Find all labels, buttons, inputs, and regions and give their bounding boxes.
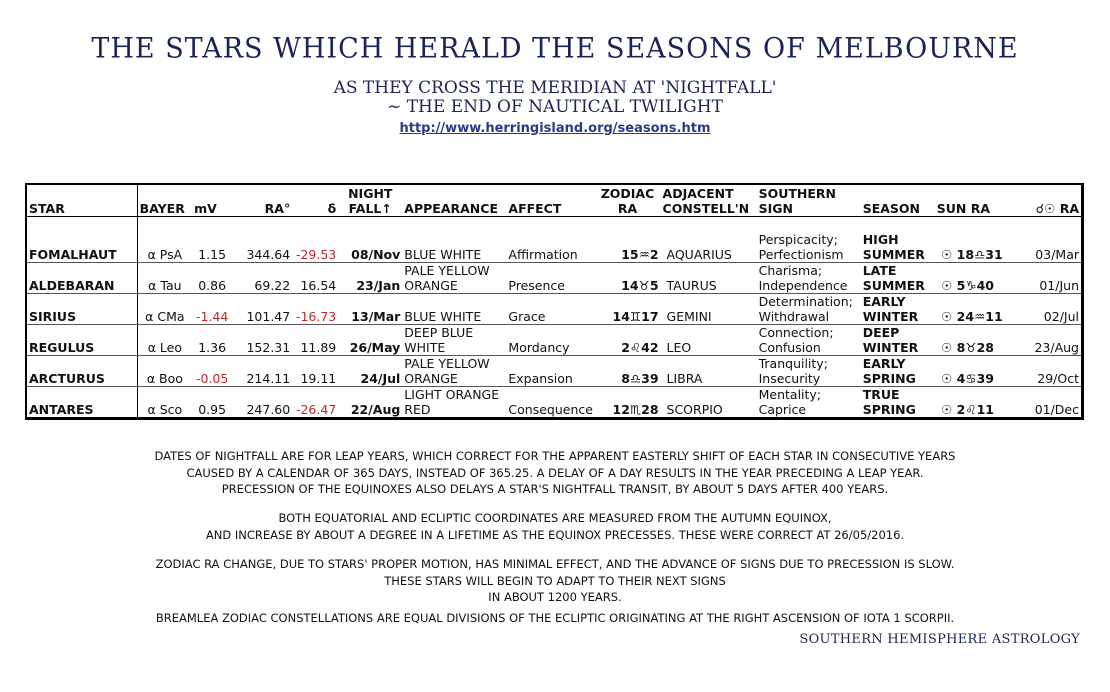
cell-appearance (402, 387, 506, 418)
cell-adjacent-text: TAURUS (666, 278, 717, 293)
cell-ra-text: 214.11 (246, 371, 291, 386)
table-row (27, 217, 1081, 263)
col-adjacent: ADJACENT CONSTELL'N (661, 185, 757, 217)
cell-zodiac-ra-text: 14♉5 (621, 278, 659, 293)
cell-sun-ra (935, 263, 1019, 294)
source-link[interactable]: http://www.herringisland.org/seasons.htm (399, 121, 711, 136)
cell-season-text: SUMMER (862, 247, 925, 262)
cell-affect (506, 325, 594, 356)
cell-adjacent-text: LEO (666, 340, 692, 355)
cell-season-text: LATE (862, 263, 897, 278)
cell-season-text: WINTER (862, 309, 919, 324)
cell-appearance-text: BLUE WHITE (404, 247, 482, 262)
cell-affect (506, 387, 594, 418)
cell-star-text: ANTARES (29, 402, 94, 417)
cell-sign-text: Connection; (758, 325, 834, 340)
cell-sign-text: Perspicacity; (758, 232, 838, 247)
cell-nightfall-text: 08/Nov (351, 247, 401, 262)
cell-sign-text: Caprice (758, 402, 807, 417)
col-sun-ra: SUN RA (935, 185, 1019, 217)
note-line: CAUSED BY A CALENDAR OF 365 DAYS, INSTEAD OF 365.25. A DELAY OF A DAY RESULTS IN THE YEAR PRECEDING A LEAP YEAR. (186, 465, 924, 480)
cell-dec (292, 294, 338, 325)
cell-dec (292, 217, 338, 263)
cell-season (861, 325, 935, 356)
cell-sun-ra-text: ☉ 4♋39 (941, 371, 994, 386)
cell-dec (292, 263, 338, 294)
cell-appearance (402, 294, 506, 325)
cell-dec-text: 16.54 (300, 278, 337, 293)
cell-season-text: EARLY (862, 294, 906, 309)
cell-bayer (137, 217, 192, 263)
cell-ra-text: 69.22 (254, 278, 291, 293)
page-subtitle-line1: AS THEY CROSS THE MERIDIAN AT 'NIGHTFALL' (333, 78, 777, 98)
cell-adjacent-text: GEMINI (666, 309, 712, 324)
cell-mv-text: 1.36 (198, 340, 227, 355)
col-nightfall: NIGHT FALL↑ (338, 185, 402, 217)
cell-sign-text: Withdrawal (758, 309, 830, 324)
cell-sign-text: Tranquility; (758, 356, 828, 371)
cell-adjacent (661, 294, 757, 325)
cell-appearance (402, 325, 506, 356)
cell-nightfall-text: 13/Mar (351, 309, 401, 324)
col-sign: SOUTHERN SIGN (757, 185, 861, 217)
cell-bayer-text: α PsA (147, 247, 183, 262)
cell-sun-ra (935, 294, 1019, 325)
cell-affect (506, 263, 594, 294)
cell-star-text: SIRIUS (29, 309, 77, 324)
cell-sign (757, 217, 861, 263)
cell-dec-text: -16.73 (295, 309, 337, 324)
cell-appearance-text: ORANGE (404, 371, 458, 386)
cell-nightfall (338, 263, 402, 294)
cell-mv (192, 263, 232, 294)
cell-conj-ra (1019, 325, 1081, 356)
col-ra: RA° (232, 185, 292, 217)
cell-season-text: DEEP (862, 325, 900, 340)
col-bayer: BAYER (137, 185, 192, 217)
note-line: ZODIAC RA CHANGE, DUE TO STARS' PROPER MOTION, HAS MINIMAL EFFECT, AND THE ADVANCE OF SIGNS DUE TO PRECESSION IS SLOW. (155, 557, 955, 571)
cell-mv-text: -1.44 (195, 309, 229, 324)
cell-adjacent (661, 217, 757, 263)
col-affect: AFFECT (506, 185, 594, 217)
cell-nightfall (338, 217, 402, 263)
cell-affect (506, 294, 594, 325)
cell-mv-text: 0.86 (198, 278, 227, 293)
cell-bayer-text: α Tau (148, 278, 182, 293)
cell-mv (192, 294, 232, 325)
cell-sun-ra-text: ☉ 18♎31 (941, 247, 1003, 262)
note-line: PRECESSION OF THE EQUINOXES ALSO DELAYS A STAR'S NIGHTFALL TRANSIT, BY ABOUT 5 DAYS AFTER 400 YEARS. (221, 482, 889, 496)
cell-adjacent-text: SCORPIO (666, 402, 723, 417)
cell-conj-ra-text: 01/Dec (1034, 402, 1079, 417)
cell-dec-text: -29.53 (295, 247, 337, 262)
cell-conj-ra-text: 03/Mar (1035, 247, 1079, 262)
cell-adjacent (661, 356, 757, 387)
cell-ra-text: 152.31 (246, 340, 291, 355)
cell-adjacent (661, 387, 757, 418)
page-title: THE STARS WHICH HERALD THE SEASONS OF MELBOURNE (91, 32, 1019, 65)
cell-mv-text: -0.05 (195, 371, 229, 386)
cell-conj-ra-text: 01/Jun (1039, 278, 1079, 293)
cell-zodiac-ra-text: 2♌42 (621, 340, 659, 355)
cell-appearance-text: ORANGE (404, 278, 458, 293)
cell-nightfall (338, 325, 402, 356)
cell-sign-text: Insecurity (758, 371, 821, 386)
cell-ra (232, 263, 292, 294)
cell-zodiac-ra (594, 217, 660, 263)
cell-affect-text: Presence (508, 278, 565, 293)
cell-zodiac-ra (594, 263, 660, 294)
notes-paragraph-4 (0, 610, 1110, 627)
cell-ra (232, 217, 292, 263)
cell-ra (232, 325, 292, 356)
cell-sign (757, 387, 861, 418)
cell-season (861, 387, 935, 418)
cell-dec (292, 356, 338, 387)
cell-appearance (402, 356, 506, 387)
cell-conj-ra (1019, 356, 1081, 387)
cell-mv-text: 0.95 (198, 402, 227, 417)
cell-affect-text: Expansion (508, 371, 573, 386)
cell-sign (757, 263, 861, 294)
cell-appearance-text: PALE YELLOW (404, 356, 490, 371)
cell-zodiac-ra (594, 294, 660, 325)
cell-season (861, 294, 935, 325)
col-star: STAR (27, 185, 137, 217)
cell-mv (192, 325, 232, 356)
cell-ra-text: 101.47 (246, 309, 291, 324)
table-row (27, 387, 1081, 418)
cell-bayer-text: α Boo (146, 371, 183, 386)
cell-bayer (137, 263, 192, 294)
cell-conj-ra (1019, 294, 1081, 325)
cell-season-text: TRUE (862, 387, 900, 402)
cell-sign-text: Independence (758, 278, 848, 293)
cell-season (861, 263, 935, 294)
col-conj-ra: ☌☉ RA (1019, 185, 1081, 217)
cell-mv (192, 217, 232, 263)
cell-appearance-text: PALE YELLOW (404, 263, 490, 278)
cell-sign (757, 294, 861, 325)
cell-conj-ra (1019, 217, 1081, 263)
cell-sign (757, 325, 861, 356)
note-line: THESE STARS WILL BEGIN TO ADAPT TO THEIR NEXT SIGNS (384, 573, 726, 588)
cell-season-text: SPRING (862, 402, 916, 417)
notes-paragraph-1 (0, 448, 1110, 498)
cell-dec (292, 387, 338, 418)
note-line: AND INCREASE BY ABOUT A DEGREE IN A LIFETIME AS THE EQUINOX PRECESSES. THESE WERE CORRECT AT 26/05/2016. (205, 527, 905, 542)
source-link-container (0, 121, 1110, 136)
table-row (27, 263, 1081, 294)
cell-appearance-text: BLUE WHITE (404, 309, 482, 324)
col-season: SEASON (861, 185, 935, 217)
cell-bayer-text: α Leo (147, 340, 183, 355)
cell-affect-text: Consequence (508, 402, 593, 417)
col-mv: mV (192, 185, 232, 217)
cell-nightfall-text: 23/Jan (356, 278, 401, 293)
table-row (27, 356, 1081, 387)
cell-season (861, 217, 935, 263)
cell-zodiac-ra-text: 15♒2 (621, 247, 659, 262)
footer-brand: SOUTHERN HEMISPHERE ASTROLOGY (799, 632, 1080, 647)
page-subtitle-line2: ~ THE END OF NAUTICAL TWILIGHT (387, 97, 723, 117)
cell-sun-ra-text: ☉ 8♉28 (941, 340, 994, 355)
note-line: DATES OF NIGHTFALL ARE FOR LEAP YEARS, WHICH CORRECT FOR THE APPARENT EASTERLY SHIFT OF EACH STAR IN CONSECUTIVE YEARS (154, 449, 956, 463)
cell-appearance (402, 217, 506, 263)
cell-affect (506, 217, 594, 263)
cell-star (27, 263, 137, 294)
cell-zodiac-ra (594, 387, 660, 418)
cell-star-text: ARCTURUS (29, 371, 105, 386)
cell-star-text: FOMALHAUT (29, 247, 117, 262)
cell-appearance-text: RED (404, 402, 431, 417)
cell-star-text: ALDEBARAN (29, 278, 115, 293)
cell-appearance (402, 263, 506, 294)
cell-season-text: SPRING (862, 371, 916, 386)
cell-nightfall-text: 26/May (349, 340, 401, 355)
cell-nightfall (338, 356, 402, 387)
cell-bayer (137, 294, 192, 325)
cell-star (27, 387, 137, 418)
cell-season (861, 356, 935, 387)
cell-adjacent-text: LIBRA (666, 371, 703, 386)
notes-paragraph-2 (0, 510, 1110, 543)
cell-conj-ra-text: 02/Jul (1043, 309, 1079, 324)
cell-sun-ra (935, 387, 1019, 418)
cell-star (27, 217, 137, 263)
cell-bayer (137, 325, 192, 356)
cell-season-text: SUMMER (862, 278, 925, 293)
cell-dec-text: 19.11 (300, 371, 337, 386)
note-line: BOTH EQUATORIAL AND ECLIPTIC COORDINATES ARE MEASURED FROM THE AUTUMN EQUINOX, (278, 511, 832, 525)
cell-sun-ra-text: ☉ 5♑40 (941, 278, 994, 293)
notes-paragraph-3 (0, 556, 1110, 606)
cell-sun-ra-text: ☉ 2♌11 (941, 402, 994, 417)
cell-conj-ra-text: 23/Aug (1034, 340, 1079, 355)
cell-sun-ra (935, 356, 1019, 387)
table-row (27, 325, 1081, 356)
cell-sign (757, 356, 861, 387)
cell-star (27, 356, 137, 387)
cell-adjacent (661, 325, 757, 356)
cell-sign-text: Mentality; (758, 387, 822, 402)
cell-mv-text: 1.15 (198, 247, 227, 262)
cell-appearance-text: DEEP BLUE (404, 325, 474, 340)
cell-ra (232, 294, 292, 325)
cell-dec (292, 325, 338, 356)
cell-adjacent (661, 263, 757, 294)
cell-sign-text: Confusion (758, 340, 821, 355)
cell-sign-text: Perfectionism (758, 247, 844, 262)
cell-appearance-text: LIGHT ORANGE (404, 387, 500, 402)
stars-table (25, 183, 1084, 420)
table-row (27, 294, 1081, 325)
cell-ra-text: 344.64 (246, 247, 291, 262)
cell-sun-ra-text: ☉ 24♒11 (941, 309, 1003, 324)
cell-affect-text: Mordancy (508, 340, 570, 355)
cell-affect-text: Affirmation (508, 247, 578, 262)
cell-affect-text: Grace (508, 309, 546, 324)
cell-star-text: REGULUS (29, 340, 95, 355)
cell-mv (192, 356, 232, 387)
cell-zodiac-ra (594, 356, 660, 387)
cell-conj-ra (1019, 263, 1081, 294)
cell-adjacent-text: AQUARIUS (666, 247, 732, 262)
table-header-row (27, 185, 1081, 217)
note-line: BREAMLEA ZODIAC CONSTELLATIONS ARE EQUAL DIVISIONS OF THE ECLIPTIC ORIGINATING AT THE RIGHT ASCENSION OF IOTA 1 SCORPII. (155, 611, 955, 625)
cell-season-text: HIGH (862, 232, 899, 247)
cell-sun-ra (935, 217, 1019, 263)
cell-season-text: EARLY (862, 356, 906, 371)
cell-zodiac-ra-text: 14♊17 (612, 309, 659, 324)
cell-ra-text: 247.60 (246, 402, 291, 417)
cell-zodiac-ra (594, 325, 660, 356)
cell-dec-text: -26.47 (295, 402, 337, 417)
cell-zodiac-ra-text: 8♎39 (621, 371, 659, 386)
cell-conj-ra-text: 29/Oct (1037, 371, 1079, 386)
cell-bayer (137, 387, 192, 418)
cell-nightfall-text: 24/Jul (360, 371, 401, 386)
col-dec: δ (292, 185, 338, 217)
cell-bayer (137, 356, 192, 387)
cell-affect (506, 356, 594, 387)
cell-dec-text: 11.89 (300, 340, 337, 355)
cell-zodiac-ra-text: 12♏28 (612, 402, 659, 417)
cell-bayer-text: α CMa (145, 309, 185, 324)
cell-sign-text: Charisma; (758, 263, 823, 278)
cell-nightfall (338, 294, 402, 325)
cell-sign-text: Determination; (758, 294, 853, 309)
cell-star (27, 325, 137, 356)
col-zodiac-ra: ZODIAC RA (594, 185, 660, 217)
cell-sun-ra (935, 325, 1019, 356)
cell-ra (232, 356, 292, 387)
cell-star (27, 294, 137, 325)
cell-conj-ra (1019, 387, 1081, 418)
cell-nightfall-text: 22/Aug (350, 402, 401, 417)
cell-appearance-text: WHITE (404, 340, 446, 355)
note-line: IN ABOUT 1200 YEARS. (488, 590, 622, 604)
cell-bayer-text: α Sco (147, 402, 183, 417)
cell-nightfall (338, 387, 402, 418)
cell-mv (192, 387, 232, 418)
cell-season-text: WINTER (862, 340, 919, 355)
cell-ra (232, 387, 292, 418)
col-appearance: APPEARANCE (402, 185, 506, 217)
